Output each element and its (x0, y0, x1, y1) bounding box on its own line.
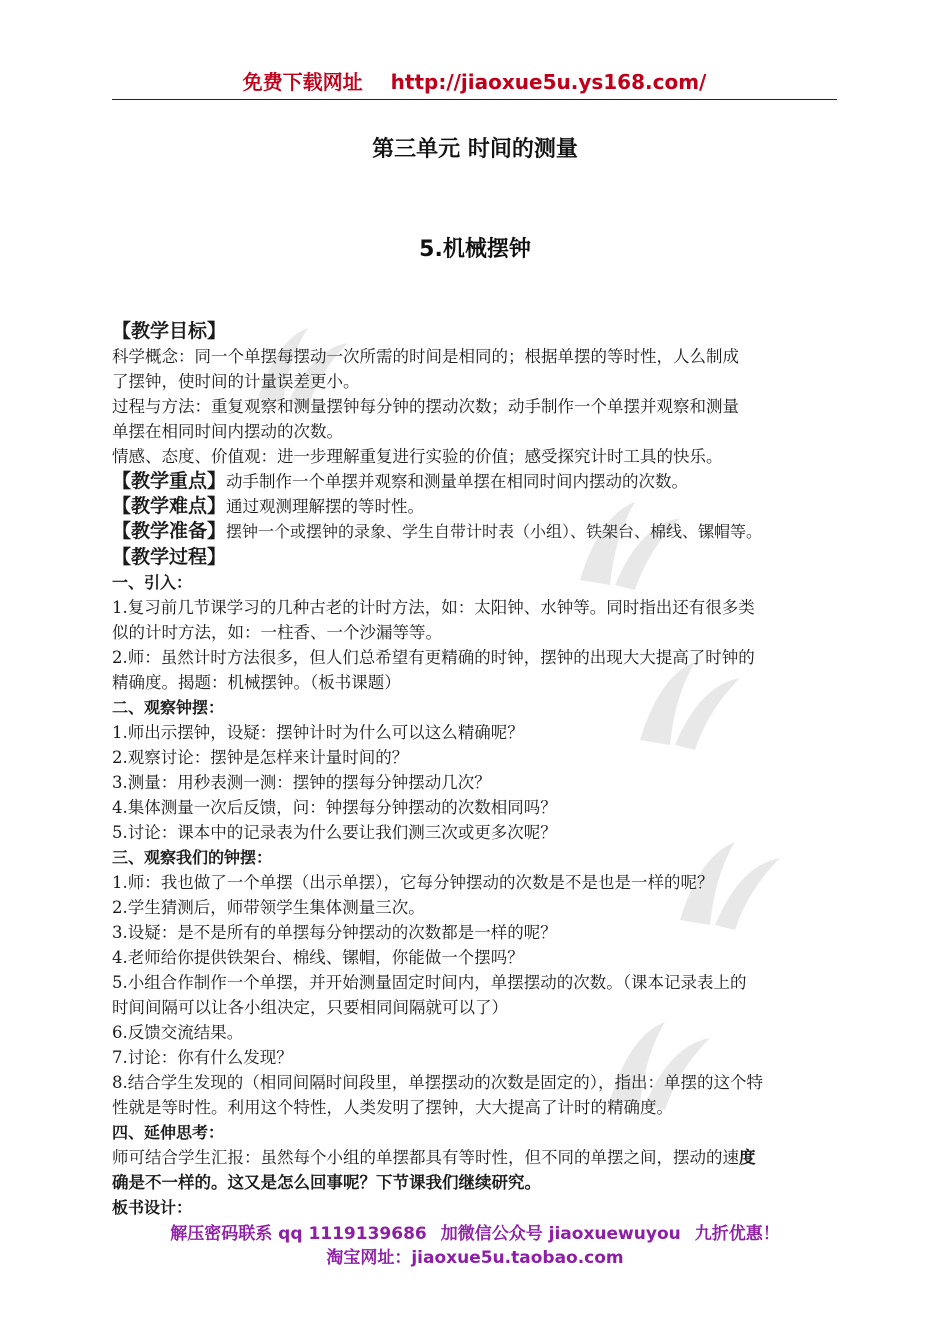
difficulty (112, 494, 840, 519)
goals-line: 过程与方法：重复观察和测量摆钟每分钟的摆动次数；动手制作一个单摆并观察和测量 (112, 397, 739, 416)
section4-line1-text: 师可结合学生汇报：虽然每个小组的单摆都具有等时性，但不同的单摆之间，摆动的速 (112, 1148, 739, 1167)
preparation (112, 519, 840, 544)
goals-line: 情感、态度、价值观：进一步理解重复进行实验的价值；感受探究计时工具的快乐。 (112, 447, 723, 466)
footer-qq: 解压密码联系 qq 1119139686 (170, 1224, 427, 1244)
section3-line: 8.结合学生发现的（相同间隔时间段里，单摆摆动的次数是固定的），指出：单摆的这个特 (112, 1073, 763, 1092)
section2-line: 1.师出示摆钟，设疑：摆钟计时为什么可以这么精确呢？ (112, 723, 524, 742)
section3-line: 7.讨论：你有什么发现？ (112, 1048, 293, 1067)
section1-line: 1.复习前几节课学习的几种古老的计时方法，如：太阳钟、水钟等。同时指出还有很多类 (112, 598, 755, 617)
section3-line: 1.师：我也做了一个单摆（出示单摆），它每分钟摆动的次数是不是也是一样的呢？ (112, 873, 714, 892)
section2-line: 2.观察讨论：摆钟是怎样来计量时间的？ (112, 748, 409, 767)
footer-discount: 九折优惠！ (694, 1224, 780, 1244)
section4-line2: 确是不一样的。这又是怎么回事呢？下节课我们继续研究。 (112, 1173, 541, 1192)
section3-line: 性就是等时性。利用这个特性，人类发明了摆钟，大大提高了计时的精确度。 (112, 1098, 673, 1117)
board-heading: 板书设计： (112, 1198, 193, 1217)
section3-line: 3.设疑：是不是所有的单摆每分钟摆动的次数都是一样的呢？ (112, 923, 557, 942)
section3-line: 5.小组合作制作一个单摆，并开始测量固定时间内，单摆摆动的次数。（课本记录表上的 (112, 973, 747, 992)
section2-line: 5.讨论：课本中的记录表为什么要让我们测三次或更多次呢？ (112, 823, 557, 842)
section3-line: 6.反馈交流结果。 (112, 1023, 244, 1042)
difficulty-text: 通过观测理解摆的等时性。 (226, 497, 425, 516)
lesson-body (112, 318, 840, 1220)
download-header (112, 66, 837, 100)
difficulty-tag: 【教学难点】 (112, 495, 227, 517)
header-label: 免费下载网址 (242, 70, 363, 94)
preparation-text: 摆钟一个或摆钟的录象、学生自带计时表（小组）、铁架台、棉线、镙帽等。 (226, 522, 763, 541)
unit-title: 第三单元 时间的测量 (372, 137, 578, 162)
section2-heading: 二、观察钟摆： (112, 698, 225, 717)
section1-heading: 一、引入： (112, 573, 193, 592)
goals-line: 科学概念：同一个单摆每摆动一次所需的时间是相同的；根据单摆的等时性，人么制成 (112, 347, 739, 366)
footer-contact (0, 1219, 950, 1244)
section4-line (112, 1145, 840, 1170)
lesson-title: 5.机械摆钟 (419, 237, 531, 262)
goals-heading: 【教学目标】 (112, 320, 227, 342)
key-point-text: 动手制作一个单摆并观察和测量单摆在相同时间内摆动的次数。 (226, 472, 689, 491)
key-point-tag: 【教学重点】 (112, 470, 227, 492)
section3-line: 2.学生猜测后，师带领学生集体测量三次。 (112, 898, 425, 917)
process-heading: 【教学过程】 (112, 546, 227, 568)
section3-line: 4.老师给你提供铁架台、棉线、镙帽，你能做一个摆吗？ (112, 948, 524, 967)
section4-line1-bold: 度 (739, 1148, 756, 1167)
section4-heading: 四、延伸思考： (112, 1123, 225, 1142)
section3-line: 时间间隔可以让各小组决定，只要相同间隔就可以了） (112, 998, 508, 1017)
goals-line: 了摆钟，使时间的计量误差更小。 (112, 372, 360, 391)
footer-taobao-link[interactable]: 淘宝网址：jiaoxue5u.taobao.com (326, 1248, 624, 1268)
footer-wechat: 加微信公众号 jiaoxuewuyou (440, 1224, 681, 1244)
section3-heading: 三、观察我们的钟摆： (112, 848, 273, 867)
header-url-link[interactable]: http://jiaoxue5u.ys168.com/ (390, 70, 707, 94)
section1-line: 2.师：虽然计时方法很多，但人们总希望有更精确的时钟，摆钟的出现大大提高了时钟的 (112, 648, 755, 667)
section2-line: 3.测量：用秒表测一测：摆钟的摆每分钟摆动几次？ (112, 773, 491, 792)
goals-line: 单摆在相同时间内摆动的次数。 (112, 422, 343, 441)
section2-line: 4.集体测量一次后反馈，问：钟摆每分钟摆动的次数相同吗？ (112, 798, 557, 817)
preparation-tag: 【教学准备】 (112, 520, 227, 542)
section1-line: 精确度。揭题：机械摆钟。（板书课题） (112, 673, 401, 692)
section1-line: 似的计时方法，如：一柱香、一个沙漏等等。 (112, 623, 442, 642)
key-point (112, 469, 840, 494)
